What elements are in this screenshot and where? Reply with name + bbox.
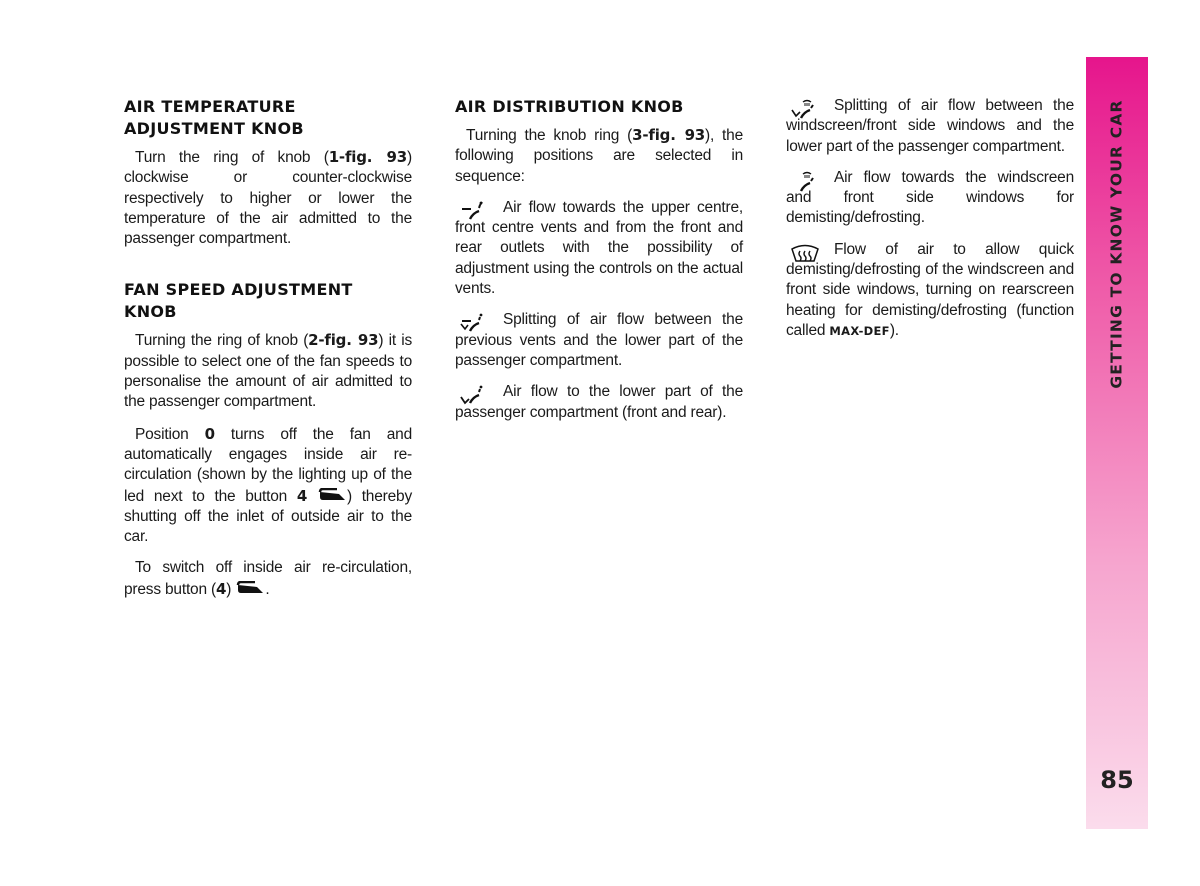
column-2 <box>455 96 743 434</box>
temp-heading-line2: ADJUSTMENT KNOB <box>124 119 304 138</box>
distribution-item-3 <box>455 382 743 423</box>
page-number: 85 <box>1100 766 1134 794</box>
button-number: 4 <box>215 579 227 598</box>
item-text: Air flow to the lower part of the passenger compartment (front and rear). <box>455 383 743 421</box>
section-title-text: GETTING TO KNOW YOUR CAR <box>1108 99 1126 389</box>
position-zero: 0 <box>204 424 215 443</box>
text: ) it is possible to select one of the fan speeds to personalise the amount of air admitted to the passenger compartment. <box>124 332 412 411</box>
text: turns off the fan and automatically engages inside air re-circulation (shown by the lighting up of the led next to the button <box>124 425 413 505</box>
text: ). <box>889 321 899 339</box>
text: Turning the knob ring ( <box>466 127 633 144</box>
vent-feet-icon <box>459 385 489 407</box>
temp-heading-line1: AIR TEMPERATURE <box>124 97 296 116</box>
text: ), the following positions are selected in sequence: <box>455 127 744 185</box>
fan-heading-line2: KNOB <box>124 302 177 322</box>
item-text: Splitting of air flow between the windscreen/front side windows and the lower part of the passenger compartment. <box>786 97 1074 155</box>
max-def-icon <box>790 243 820 265</box>
vent-face-icon <box>459 201 489 223</box>
text: ) thereby shutting off the inlet of outside air to the car. <box>124 487 413 546</box>
item-text: Air flow towards the windscreen and front side windows for demisting/defrosting. <box>786 168 1074 227</box>
max-def-label: MAX-DEF <box>829 323 890 338</box>
text: Flow of air to allow quick demisting/defrosting of the windscreen and front side windows, turning on rearscreen heating for demisting/defrosting (function called <box>786 240 1074 339</box>
text: ) clockwise or counter-clockwise respectively to higher or lower the temperature of the air admitted to the passenger compartment. <box>124 149 412 248</box>
vent-windscreen-feet-icon <box>790 99 820 121</box>
distribution-knob-heading: AIR DISTRIBUTION KNOB <box>455 97 684 116</box>
text: Turning the ring of knob ( <box>135 332 309 350</box>
column-3 <box>786 96 1074 352</box>
fan-knob-paragraph-2 <box>124 424 412 548</box>
distribution-item-5 <box>786 168 1074 229</box>
fan-knob-paragraph-1 <box>124 330 412 412</box>
temp-knob-paragraph <box>124 147 412 249</box>
distribution-item-4 <box>786 96 1074 157</box>
section-title-vertical <box>1086 96 1148 392</box>
item-text <box>786 240 1074 341</box>
text: Turn the ring of knob ( <box>135 149 329 166</box>
button-number: 4 <box>296 486 308 505</box>
item-text: Splitting of air flow between the previous vents and the lower part of the passenger compartment. <box>455 311 743 369</box>
text: Position <box>135 425 205 443</box>
text: . <box>265 580 270 598</box>
distribution-item-2 <box>455 310 743 371</box>
recirculation-icon <box>235 581 265 595</box>
fan-knob-heading <box>124 279 412 323</box>
text: To switch off inside air re-circulation, press button ( <box>124 559 412 598</box>
temp-knob-heading <box>124 96 412 140</box>
distribution-item-6 <box>786 240 1074 341</box>
fan-knob-paragraph-3 <box>124 558 412 600</box>
vent-windscreen-icon <box>790 171 820 193</box>
recirculation-icon <box>317 488 347 502</box>
text: ) <box>226 580 232 598</box>
fan-heading-line1: FAN SPEED ADJUSTMENT <box>124 280 353 300</box>
distribution-item-1 <box>455 198 743 299</box>
figure-ref: 1-fig. 93 <box>328 148 408 166</box>
figure-ref: 3-fig. 93 <box>632 126 706 144</box>
vent-face-feet-icon <box>459 313 489 335</box>
item-text: Air flow towards the upper centre, front centre vents and from the front and rear outlets with the possibility of adjustment using the controls on the actual vents. <box>455 198 743 298</box>
column-1 <box>124 96 412 611</box>
distribution-intro <box>455 125 743 187</box>
figure-ref: 2-fig. 93 <box>308 331 379 350</box>
